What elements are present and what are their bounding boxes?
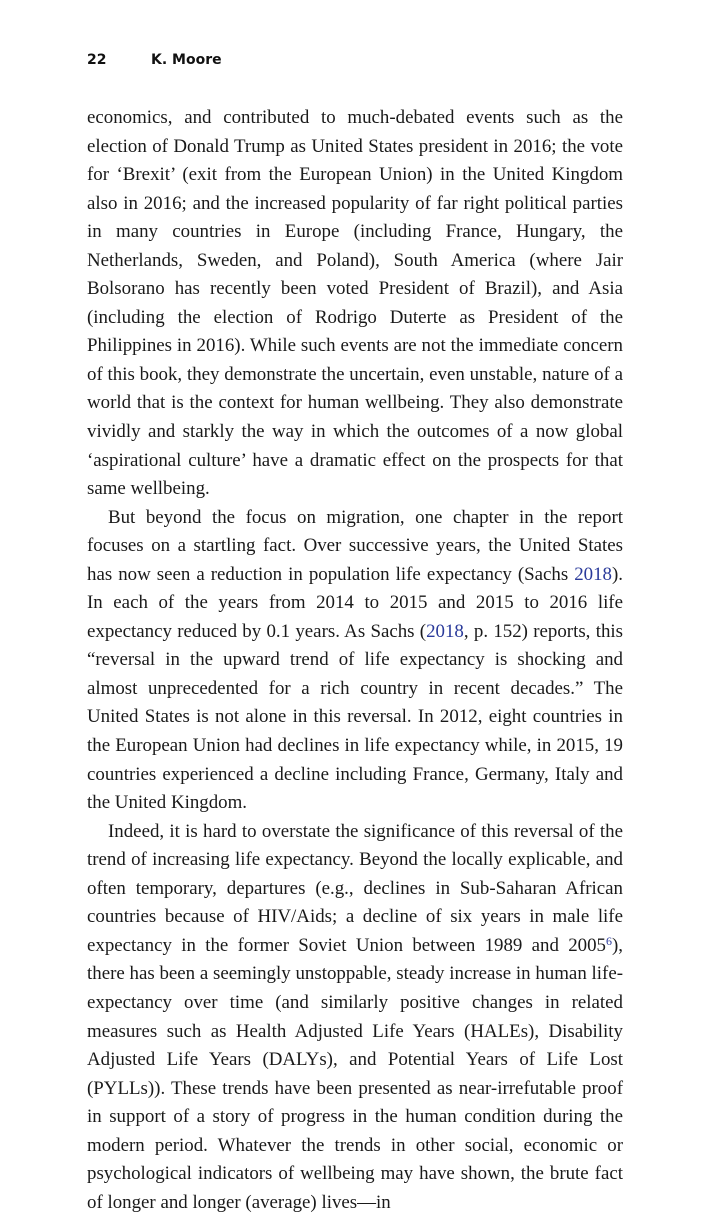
- paragraph-2-text-1: But beyond the focus on migration, one chapter in the report focuses on a startling fact. Over successive years, the United States has now seen a reduction in population life expectancy (Sachs: [87, 506, 623, 585]
- paragraph-1: economics, and contributed to much-debated events such as the election of Donald Trump as United States president in 2016; the vote for ‘Brexit’ (exit from the European Union) in the United Kingdom also in 2016; and the increased popularity of far right political parties in many countries in Europe (including France, Hungary, the Netherlands, Sweden, and Poland), South America (where Jair Bolsorano has recently been voted President of Brazil), and Asia (including the election of Rodrigo Duterte as President of the Philippines in 2016). While such events are not the immediate concern of this book, they demonstrate the uncertain, even unstable, nature of a world that is the context for human wellbeing. They also demonstrate vividly and starkly the way in which the outcomes of a now global ‘aspirational culture’ have a dramatic effect on the prospects for that same wellbeing.: [87, 107, 623, 500]
- citation-link-sachs-2018[interactable]: 2018: [574, 563, 612, 585]
- paragraph-2-text-2: ). In each of the years from 2014 to 2015 and 2015 to 2016 life expectancy reduced by 0.1 years. As Sachs (: [87, 563, 623, 642]
- paragraph-2-text-3: , p. 152) reports, this “reversal in the upward trend of life expectancy is shocking and almost unprecedented for a rich country in recent decades.” The United States is not alone in this reversal. In 2012, eight countries in the European Union had declines in life expectancy while, in 2015, 19 countries experienced a decline including France, Germany, Italy and the United Kingdom.: [87, 620, 623, 814]
- running-head: [87, 52, 222, 68]
- paragraph-3-text-2: ), there has been a seemingly unstoppable, steady increase in human life-expectancy over time (and similarly positive changes in related measures such as Health Adjusted Life Years (HALEs), Disability Adjusted Life Years (DALYs), and Potential Years of Life Lost (PYLLs)). These trends have been presented as near-irrefutable proof in support of a story of progress in the human condition during the modern period. Whatever the trends in other social, economic or psychological indicators of wellbeing may have shown, the brute fact of longer and longer (average) lives—in: [87, 934, 623, 1213]
- paragraph-3-text-1: Indeed, it is hard to overstate the significance of this reversal of the trend of increasing life expectancy. Beyond the locally explicable, and often temporary, departures (e.g., declines in Sub-Saharan African countries because of HIV/Aids; a decline of six years in male life expectancy in the former Soviet Union between 1989 and 2005: [87, 820, 623, 956]
- page-number: 22: [87, 52, 107, 68]
- paragraph-2: [87, 504, 623, 818]
- paragraph-3: [87, 818, 623, 1217]
- citation-link-sachs-2018-p152[interactable]: 2018: [426, 620, 464, 642]
- body-text: [87, 104, 623, 1217]
- footnote-link-6[interactable]: 6: [605, 933, 612, 948]
- running-head-author: K. Moore: [151, 52, 222, 68]
